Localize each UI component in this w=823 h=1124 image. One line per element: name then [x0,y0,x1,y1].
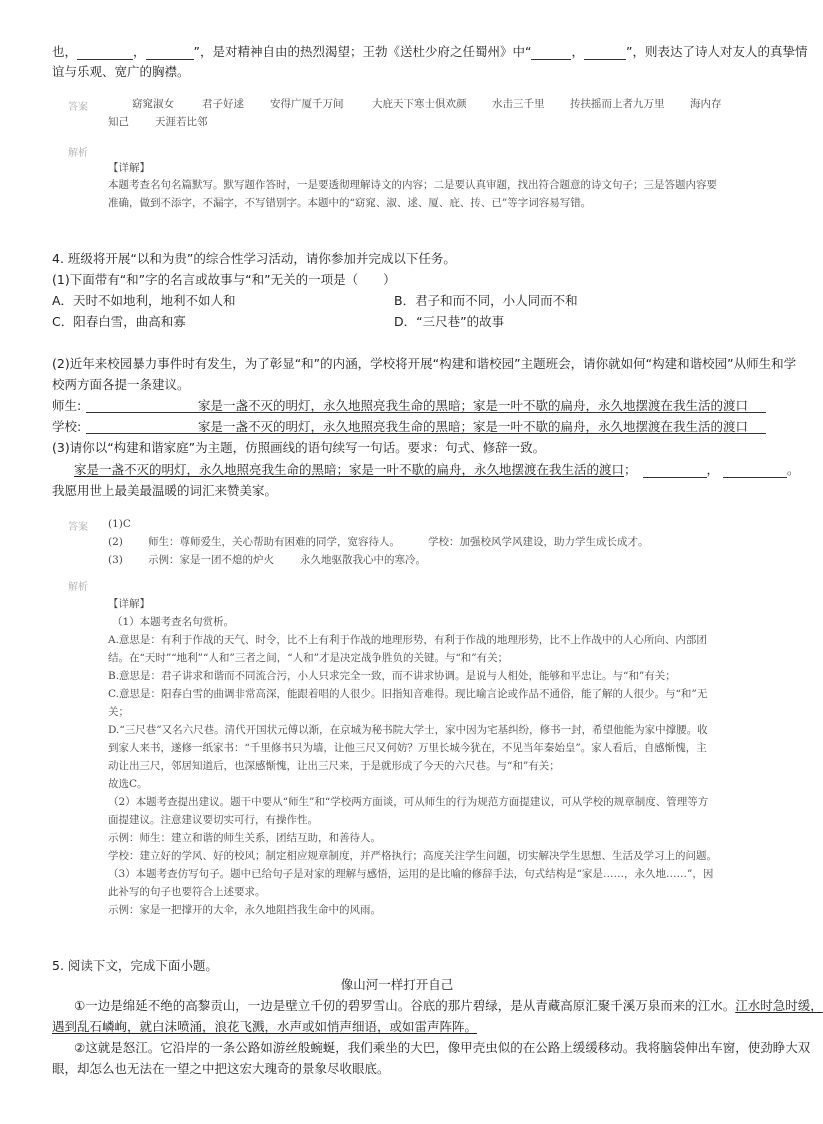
teacher-label: 师生: [52,398,82,413]
q3-sep: ， [133,44,146,59]
detail-line: 结。在“天时”“地利”“人和”三者之间，“人和”才是决定战争胜负的关键。与“和”有关； [108,652,509,664]
q3-answer-3: 安得广厦千万间 [270,98,344,110]
q3-sep2: ， [571,44,584,59]
detail-heading: 【详解】 [108,162,150,174]
q4-sub2-line1: (2)近年来校园暴力事件时有发生，为了彰显“和”的内涵，学校将开展“构建和谐校园”主题班会，请你就如何“构建和谐校园”从师生和学 [52,356,797,371]
detail-line: 面提建议。注意建议要切实可行，有操作性。 [108,814,318,826]
essay-title: 像山河一样打开自己 [340,977,454,992]
q4-sub2-line2: 校两方面各提一条建议。 [52,377,190,392]
q4-answer-2b: 学校：加强校风学风建设，助力学生成长成才。 [428,536,649,548]
q3-detail-line: 本题考查名句名篇默写。默写题作答时，一是要透彻理解诗文的内容；二是要认真审题，找出符合题意的诗文句子；三是答题内容要 [108,179,717,191]
detail-line: B.意思是：君子讲求和谐而不同流合污，小人只求完全一致，而不讲求协调。是说与人相处，能够和平忠让。与“和”有关； [108,670,676,682]
q3-answer-6: 抟扶摇而上者九万里 [570,98,665,110]
fill-blank[interactable] [723,465,787,478]
paragraph-2-line2: 眼，却怎么也无法在一望之中把这宏大瑰奇的景象尽收眼底。 [52,1061,390,1076]
p1-text: ①一边是绵延不绝的高黎贡山，一边是壁立千仞的碧罗雪山。谷底的那片碧绿，是从青藏高原汇聚千溪万泉而来的江水。 [74,998,736,1013]
q3-answer-1: 窈窕淑女 [132,98,174,110]
answer-tag: 答案 [68,522,88,533]
q4-answer-2-num: (2) [108,536,123,548]
q3-answer-9: 天涯若比邻 [155,116,208,128]
q4-answer-3a: 示例：家是一团不熄的炉火 [148,554,274,566]
q3-line2: 谊与乐观、宽广的胸襟。 [52,64,190,79]
fill-blank[interactable] [146,47,194,60]
underlined-model: 家是一盏不灭的明灯，永久地照亮我生命的黑暗；家是一叶不歇的扁舟，永久地摆渡在我生活的渡口 [74,462,625,477]
detail-line: A.意思是：有利于作战的天气、时令，比不上有利于作战的地理形势，有利于作战的地理形势，比不上作战中的人心所向、内部团 [108,634,707,646]
q3-text-a: 也， [52,44,78,59]
q4-answer-3-num: (3) [108,554,123,566]
fill-blank[interactable] [643,465,707,478]
option-b[interactable]: B．君子和而不同，小人同而不和 [394,293,578,308]
detail-heading: 【详解】 [108,598,150,610]
model-comma: ， [706,462,720,477]
detail-line: （3）本题考查仿写句子。题中已给句子是对家的理解与感悟，运用的是比喻的修辞手法，句式结构是“家是……，永久地……”，因 [108,868,714,880]
option-a[interactable]: A．天时不如地利，地利不如人和 [52,293,236,308]
p1-underlined: 江水时急时缓， [735,998,823,1013]
q3-answer-2: 君子好逑 [202,98,244,110]
answer-tag: 答案 [68,102,88,113]
analysis-tag: 解析 [68,148,88,159]
model-sep: ； [624,462,637,477]
detail-line: 示例：家是一把撑开的大伞，永久地阻挡我生命中的风雨。 [108,904,381,916]
model-end: 。 [787,462,800,477]
fill-blank[interactable] [584,47,626,60]
detail-line: 示例：师生：建立和谐的师生关系，团结互助，和善待人。 [108,832,381,844]
q4-title: 4. 班级将开展“以和为贵”的综合性学习活动，请你参加并完成以下任务。 [52,251,456,266]
q3-line1 [52,44,807,60]
q3-answer-7: 海内存 [690,98,722,110]
q3-answer-4: 大庇天下寒士俱欢颜 [372,98,467,110]
paragraph-1-line1 [74,998,823,1014]
fill-blank[interactable] [77,47,133,60]
model-sentence [74,462,800,478]
detail-line: （2）本题考查提出建议。题干中要从“师生”和“学校两方面谈，可从师生的行为规范方面提建议，可从学校的规章制度、管理等方 [108,796,709,808]
option-c[interactable]: C．阳春白雪，曲高和寡 [52,314,186,329]
q4-sub3: (3)请你以“构建和谐家庭”为主题，仿照画线的语句续写一句话。要求：句式、修辞一致。 [52,440,546,455]
q4-sub1: (1)下面带有“和”字的名言或故事与“和”无关的一项是（ ） [52,272,396,287]
detail-line: 到家人来书，遂修一纸家书：“千里修书只为墙，让他三尺又何妨？万里长城今犹在，不见当年秦始皇”。家人看后，自感惭愧，主 [108,742,707,754]
option-d[interactable]: D．“三尺巷”的故事 [394,314,505,329]
q4-answer-2a: 师生：尊师爱生，关心帮助有困难的同学，宽容待人。 [148,536,400,548]
detail-line: D.“三尺巷”又名六尺巷。清代开国状元傅以渐，在京城为秘书院大学士，家中因为宅基纠纷，修书一封，希望他能为家中撑腰。收 [108,724,708,736]
q5-title: 5. 阅读下文，完成下面小题。 [52,958,218,973]
q3-text-c: ”，则表达了诗人对友人的真挚情 [626,44,808,59]
paragraph-2-line1: ②这就是怒江。它沿岸的一条公路如游丝般蜿蜒，我们乘坐的大巴，像甲壳虫似的在公路上缓缓移动。我将脑袋伸出车窗，使劲睁大双 [74,1040,811,1055]
teacher-answer[interactable]: 家是一盏不灭的明灯，永久地照亮我生命的黑暗；家是一叶不歇的扁舟，永久地摆渡在我生活的渡口 [198,398,749,413]
q4-last-line: 我愿用世上最美最温暖的词汇来赞美家。 [52,483,278,498]
detail-line: 学校：建立好的学风、好的校风；制定相应规章制度，并严格执行；高度关注学生问题，切实解决学生思想、生活及学习上的问题。 [108,850,717,862]
q3-answer-8: 知己 [108,116,129,128]
school-answer[interactable]: 家是一盏不灭的明灯，永久地照亮我生命的黑暗；家是一叶不歇的扁舟，永久地摆渡在我生活的渡口 [198,419,749,434]
paragraph-1-line2: 遇到乱石嶙峋，就白沫喷涌，浪花飞溅，水声或如悄声细语，或如雷声阵阵。 [52,1019,478,1034]
fill-blank[interactable] [531,47,571,60]
analysis-tag: 解析 [68,582,88,593]
q4-answer-3b: 永久地驱散我心中的寒冷。 [300,554,426,566]
q4-answer-1: (1)C [108,518,131,530]
q3-answer-5: 水击三千里 [492,98,545,110]
detail-line: 故选C。 [108,778,148,790]
q3-detail-line: 准确，做到不添字，不漏字，不写错别字。本题中的“窈窕、淑、逑、厦、庇、抟、已”等字词容易写错。 [108,197,592,209]
detail-line: 此补写的句子也要符合上述要求。 [108,886,266,898]
q3-text-b: ”，是对精神自由的热烈渴望；王勃《送杜少府之任蜀州》中“ [193,44,532,59]
detail-line: C.意思是：阳春白雪的曲调非常高深，能跟着唱的人很少。旧指知音难得。现比喻言论或作品不通俗，能了解的人很少。与“和”无 [108,688,708,700]
detail-line: 关； [108,706,129,718]
school-label: 学校: [52,419,82,434]
detail-line: （1）本题考查名句赏析。 [112,616,235,628]
detail-line: 动让出三尺，邻居知道后，也深感惭愧，让出三尺来，于是就形成了今天的六尺巷。与“和”有关； [108,760,560,772]
